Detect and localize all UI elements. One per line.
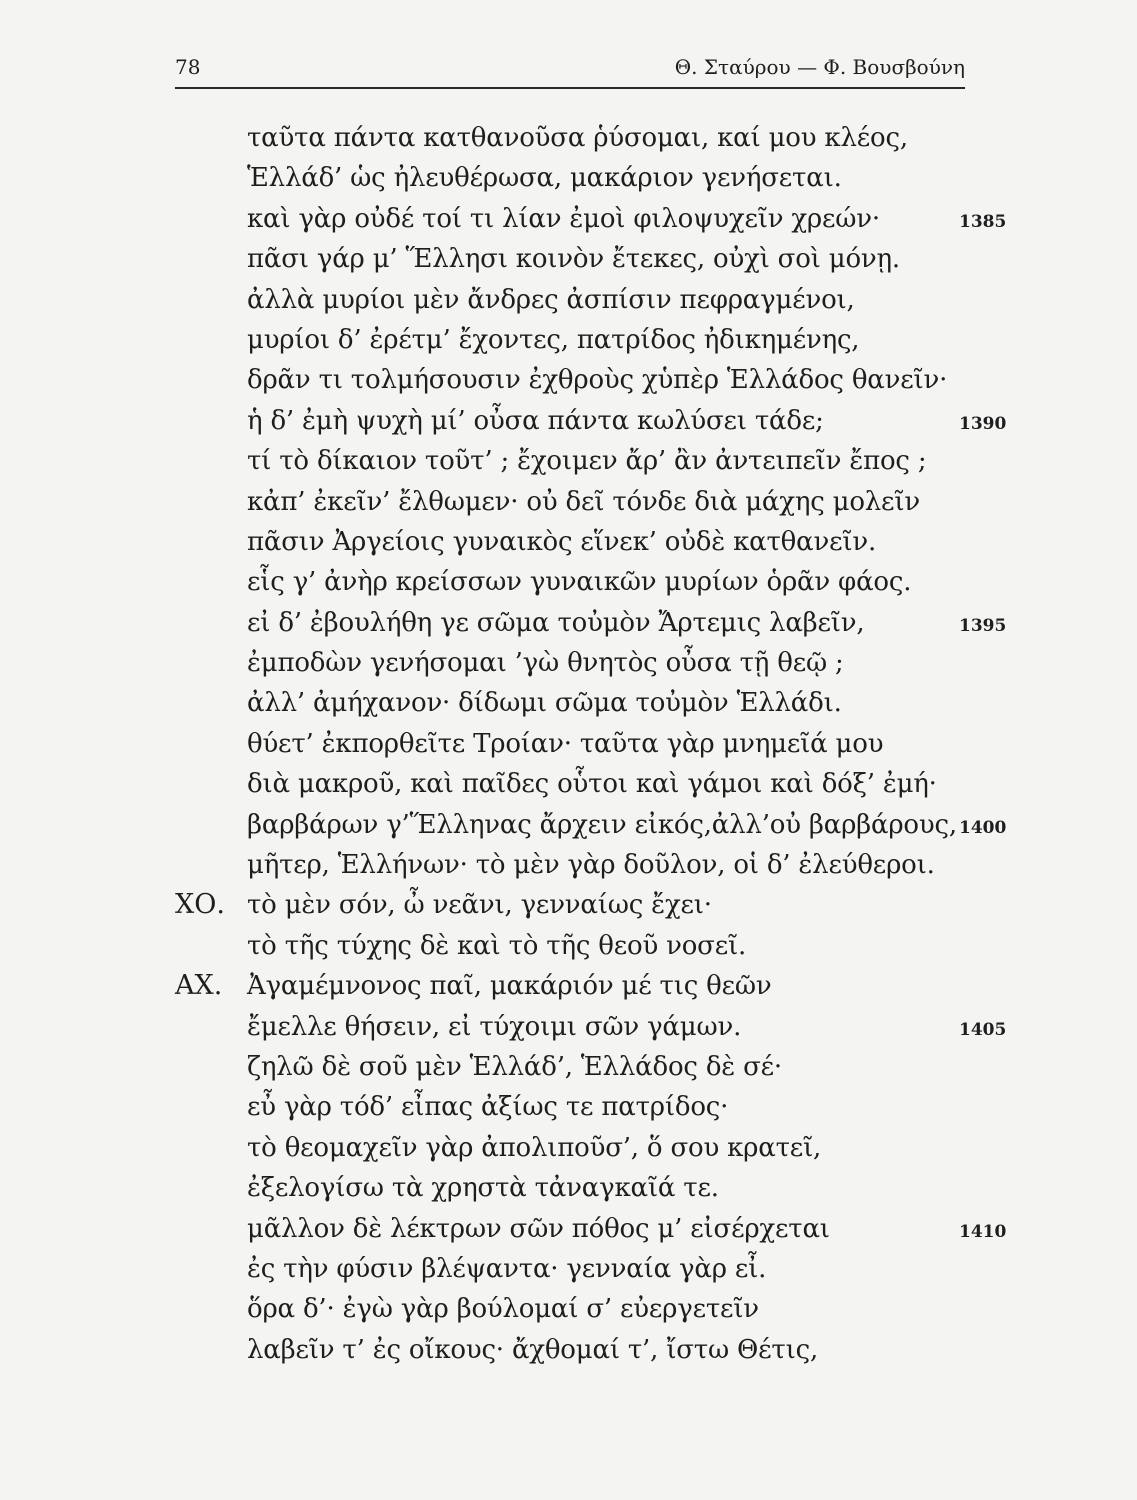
page-number: 78 <box>175 55 201 79</box>
verse-text: ὅρα δ’· ἐγὼ γὰρ βούλομαί σ’ εὐεργετεῖν <box>247 1294 759 1325</box>
page-header <box>175 52 965 86</box>
verse-text: ἔμελλε θήσειν, εἰ τύχοιμι σῶν γάμων. <box>247 1011 742 1042</box>
line-number: 1385 <box>959 211 1007 232</box>
verse-text: λαβεῖν τ’ ἐς οἴκους· ἄχθομαί τ’, ἴστω Θέτις, <box>247 1334 819 1365</box>
verse-text: ἐξελογίσω τὰ χρηστὰ τἀναγκαῖά τε. <box>247 1173 719 1204</box>
verse-text: ἀλλὰ μυρίοι μὲν ἄνδρες ἀσπίσιν πεφραγμένοι, <box>247 284 855 315</box>
verse-line <box>175 683 1045 723</box>
verse-line <box>175 118 1045 158</box>
verse-line <box>175 926 1045 966</box>
verse-text: ζηλῶ δὲ σοῦ μὲν Ἑλλάδ’, Ἑλλάδος δὲ σέ· <box>247 1051 782 1082</box>
verse-line <box>175 320 1045 360</box>
verse-text: εἷς γ’ ἀνὴρ κρείσσων γυναικῶν μυρίων ὁρᾶν φάος. <box>247 567 912 598</box>
verse-text: μᾶλλον δὲ λέκτρων σῶν πόθος μ’ εἰσέρχεται <box>247 1213 830 1244</box>
verse-text: ἐμποδὼν γενήσομαι ’γὼ θνητὸς οὖσα τῇ θεῷ ; <box>247 648 844 679</box>
verse-text: τὸ τῆς τύχης δὲ καὶ τὸ τῆς θεοῦ νοσεῖ. <box>247 930 747 961</box>
running-head: Θ. Σταύρου — Φ. Βουσβούνη <box>674 55 965 79</box>
verse-text: Ἑλλάδ’ ὡς ἠλευθέρωσα, μακάριον γενήσεται. <box>247 163 842 194</box>
verse-line <box>175 401 1045 441</box>
verse-text: μυρίοι δ’ ἐρέτμ’ ἔχοντες, πατρίδος ἠδικημένης, <box>247 324 860 355</box>
verse-text: κἀπ’ ἐκεῖν’ ἔλθωμεν· οὐ δεῖ τόνδε διὰ μάχης μολεῖν <box>247 486 920 517</box>
verse-text: πᾶσι γάρ μ’ Ἕλλησι κοινὸν ἔτεκες, οὐχὶ σοὶ μόνῃ. <box>247 244 900 275</box>
verse-text: εὖ γὰρ τόδ’ εἶπας ἀξίως τε πατρίδος· <box>247 1092 729 1123</box>
speaker-label: ΑΧ. <box>175 970 223 1002</box>
verse-text: βαρβάρων γ’Ἕλληνας ἄρχειν εἰκός,ἀλλ’οὐ βαρβάρους, <box>247 809 957 840</box>
verse-text: πᾶσιν Ἀργείοις γυναικὸς εἵνεκ’ οὐδὲ κατθανεῖν. <box>247 526 877 557</box>
verse-line <box>175 1330 1045 1370</box>
verse-line <box>175 1128 1045 1168</box>
verse-text: ἀλλ’ ἀμήχανον· δίδωμι σῶμα τοὐμὸν Ἑλλάδι. <box>247 688 842 719</box>
line-number: 1410 <box>959 1221 1007 1242</box>
verse-line <box>175 199 1045 239</box>
verse-text: θύετ’ ἐκπορθεῖτε Τροίαν· ταῦτα γὰρ μνημεῖά μου <box>247 728 884 759</box>
verse-text: τὸ μὲν σόν, ὦ νεᾶνι, γενναίως ἔχει· <box>247 890 712 921</box>
line-number: 1405 <box>959 1019 1007 1040</box>
line-number: 1400 <box>959 817 1007 838</box>
verse-text: Ἀγαμέμνονος παῖ, μακάριόν μέ τις θεῶν <box>247 971 772 1002</box>
verse-text: ἐς τὴν φύσιν βλέψαντα· γενναία γὰρ εἶ. <box>247 1253 767 1284</box>
verse-text: τὸ θεομαχεῖν γὰρ ἀπολιποῦσ’, ὅ σου κρατεῖ, <box>247 1132 822 1163</box>
verse-line <box>175 1249 1045 1289</box>
speaker-label: ΧΟ. <box>175 889 225 921</box>
verse-line <box>175 1007 1045 1047</box>
verse-line <box>175 603 1045 643</box>
verse-line <box>175 885 1045 925</box>
verse-line <box>175 1087 1045 1127</box>
verse-line <box>175 1168 1045 1208</box>
verse-line <box>175 1047 1045 1087</box>
verse-line <box>175 764 1045 804</box>
verse-line <box>175 1289 1045 1329</box>
verse-text: τί τὸ δίκαιον τοῦτ’ ; ἔχοιμεν ἄρ’ ἂν ἀντειπεῖν ἔπος ; <box>247 446 927 477</box>
verse-line <box>175 643 1045 683</box>
verse-line <box>175 360 1045 400</box>
verse-line <box>175 805 1045 845</box>
header-rule <box>175 87 965 89</box>
verse-line <box>175 280 1045 320</box>
verse-text: δρᾶν τι τολμήσουσιν ἐχθροὺς χὑπὲρ Ἑλλάδος θανεῖν· <box>247 365 948 396</box>
verse-text: μῆτερ, Ἑλλήνων· τὸ μὲν γὰρ δοῦλον, οἱ δ’ ἐλεύθεροι. <box>247 850 935 881</box>
verse-line <box>175 1209 1045 1249</box>
verse-line <box>175 966 1045 1006</box>
verse-text: διὰ μακροῦ, καὶ παῖδες οὗτοι καὶ γάμοι καὶ δόξ’ ἐμή· <box>247 769 937 800</box>
verse-line <box>175 441 1045 481</box>
verse-line <box>175 562 1045 602</box>
verse-line <box>175 482 1045 522</box>
verse-text: ἡ δ’ ἐμὴ ψυχὴ μί’ οὖσα πάντα κωλύσει τάδε; <box>247 405 824 436</box>
verse-text: εἰ δ’ ἐβουλήθη γε σῶμα τοὐμὸν Ἄρτεμις λαβεῖν, <box>247 607 865 638</box>
verse-text: καὶ γὰρ οὐδέ τοί τι λίαν ἐμοὶ φιλοψυχεῖν χρεών· <box>247 203 880 234</box>
line-number: 1395 <box>959 615 1007 636</box>
verse-text: ταῦτα πάντα κατθανοῦσα ῥύσομαι, καί μου κλέος, <box>247 123 908 153</box>
verse-line <box>175 239 1045 279</box>
verse-line <box>175 845 1045 885</box>
verse-line <box>175 724 1045 764</box>
verse-line <box>175 158 1045 198</box>
verse-block <box>175 118 1045 1370</box>
verse-line <box>175 522 1045 562</box>
line-number: 1390 <box>959 413 1007 434</box>
